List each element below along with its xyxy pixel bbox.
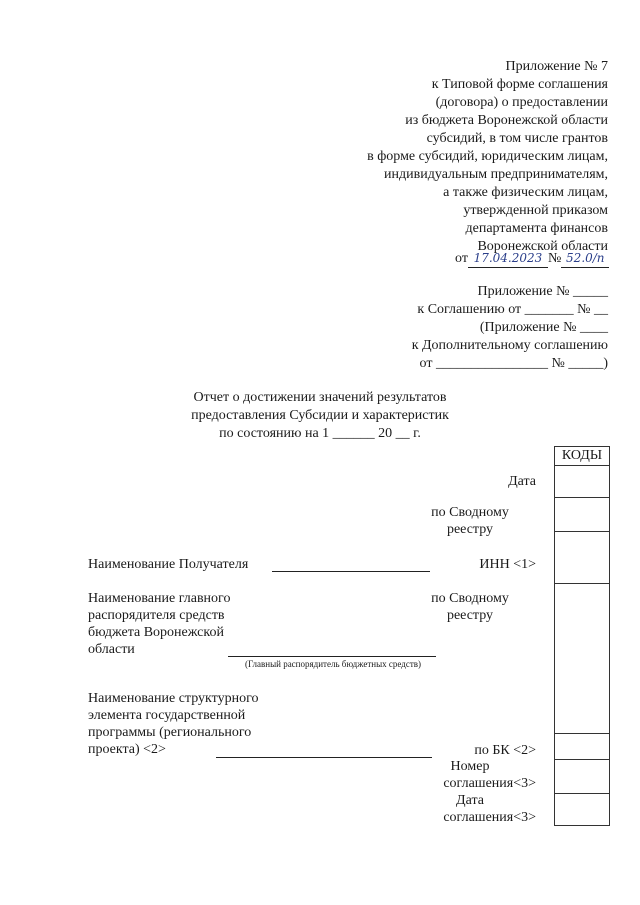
label-agreement-date: соглашения<3> [443,810,536,825]
recipient-field-line[interactable] [272,571,430,572]
appendix-line: из бюджета Воронежской области [405,113,608,128]
label-structural-element: проекта) <2> [88,742,166,757]
label-svod2: реестру [446,608,494,623]
order-prefix: от [455,251,468,266]
order-no-prefix: № [547,251,562,266]
codes-table [554,446,610,826]
agreement-line: Приложение № _____ [477,284,608,299]
appendix-line: индивидуальным предпринимателям, [384,167,608,182]
label-agreement-date: Дата [456,793,484,808]
agreement-line: к Соглашению от _______ № __ [417,302,608,317]
label-grbs: бюджета Воронежской [88,625,224,640]
label-svod1: реестру [446,522,494,537]
grbs-caption: (Главный распорядитель бюджетных средств) [245,659,421,669]
label-date: Дата [508,474,536,489]
label-grbs: Наименование главного [88,591,231,606]
codes-cell-divider [555,583,609,584]
appendix-line: (договора) о предоставлении [435,95,608,110]
label-agreement-number: Номер [450,759,490,774]
order-line [455,249,609,268]
label-svod2: по Сводному [431,591,509,606]
label-bk: по БК <2> [474,743,536,758]
order-date-handwritten: 17.04.2023 [468,249,548,268]
codes-cell-divider [555,497,609,498]
codes-header: КОДЫ [561,448,603,463]
codes-cell-divider [555,793,609,794]
label-grbs: области [88,642,135,657]
appendix-line: в форме субсидий, юридическим лицам, [367,149,608,164]
appendix-line: Приложение № 7 [505,59,608,74]
label-structural-element: элемента государственной [88,708,246,723]
title-line: предоставления Субсидии и характеристик [191,408,449,423]
title-line: по состоянию на 1 ______ 20 __ г. [219,426,421,441]
label-recipient: Наименование Получателя [88,557,249,572]
label-agreement-number: соглашения<3> [443,776,536,791]
appendix-line: утвержденной приказом [463,203,608,218]
appendix-line: субсидий, в том числе грантов [426,131,608,146]
label-structural-element: программы (регионального [88,725,252,740]
appendix-line: Воронежской области [477,239,608,254]
agreement-line: (Приложение № ____ [479,320,608,335]
appendix-line: а также физическим лицам, [443,185,608,200]
label-svod1: по Сводному [431,505,509,520]
codes-cell-divider [555,531,609,532]
label-grbs: распорядителя средств [88,608,225,623]
title-line: Отчет о достижении значений результатов [193,390,447,405]
grbs-field-line[interactable] [228,656,436,657]
codes-cell-divider [555,733,609,734]
appendix-line: департамента финансов [465,221,608,236]
codes-cell-divider [555,759,609,760]
appendix-line: к Типовой форме соглашения [431,77,608,92]
agreement-line: от ________________ № _____) [419,356,608,371]
label-structural-element: Наименование структурного [88,691,259,706]
codes-cell-divider [555,465,609,466]
agreement-line: к Дополнительному соглашению [411,338,608,353]
label-inn: ИНН <1> [479,557,536,572]
order-number-handwritten: 52.0/п [561,249,609,268]
structural-element-field-line[interactable] [216,757,432,758]
